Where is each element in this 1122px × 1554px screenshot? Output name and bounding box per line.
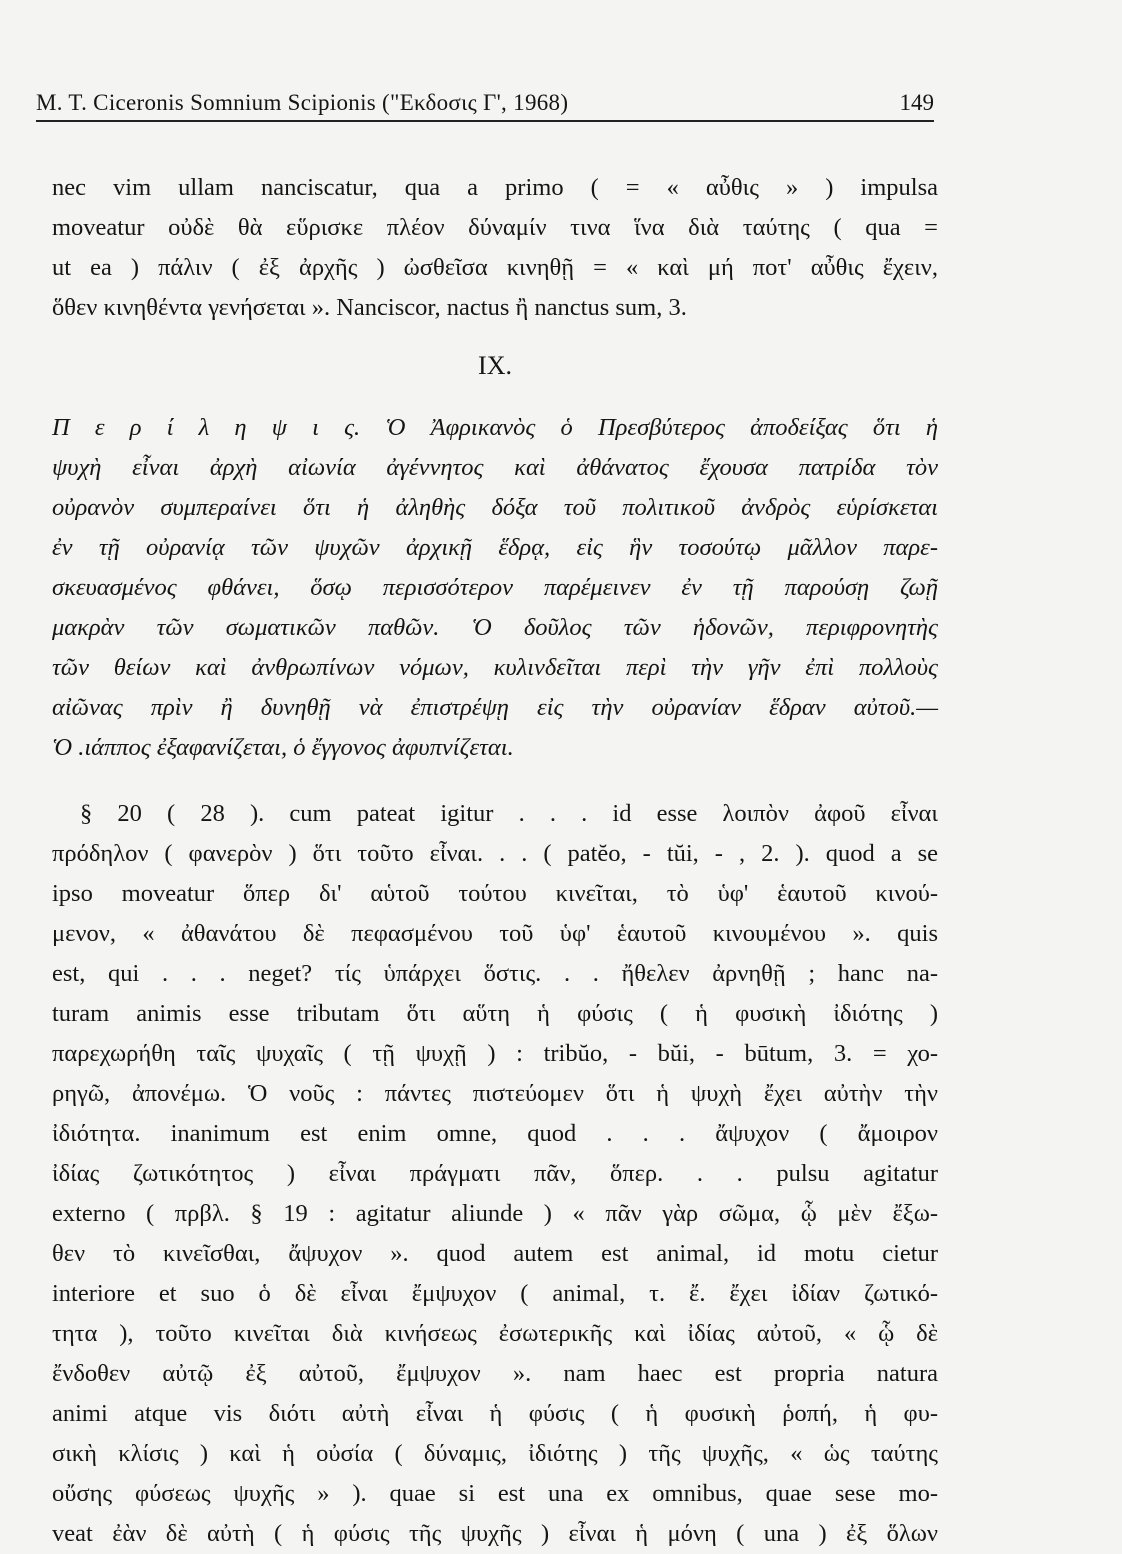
text-line: interiore et suo ὁ δὲ εἶναι ἔμψυχον ( animal, τ. ἔ. ἔχει ἰδίαν ζωτικό- <box>52 1280 938 1307</box>
text-line: ψυχὴ εἶναι ἀρχὴ αἰωνία ἀγέννητος καὶ ἀθάνατος ἔχουσα πατρίδα τὸν <box>52 454 938 481</box>
text-line: παρεχωρήθη ταῖς ψυχαῖς ( τῇ ψυχῇ ) : tribŭo, - bŭi, - būtum, 3. = χο- <box>52 1040 938 1067</box>
text-line: Π ε ρ ί λ η ψ ι ς. Ὁ Ἀφρικανὸς ὁ Πρεσβύτερος ἀποδείξας ὅτι ἡ <box>52 414 938 441</box>
text-line: ἔνδοθεν αὐτῷ ἐξ αὐτοῦ, ἔμψυχον ». nam haec est propria natura <box>52 1360 938 1387</box>
text-line: ipso moveatur ὅπερ δι' αὑτοῦ τούτου κινεῖται, τὸ ὑφ' ἑαυτοῦ κινού- <box>52 880 938 907</box>
page-body <box>52 168 938 1554</box>
text-line: veat ἐὰν δὲ αὐτὴ ( ἡ φύσις τῆς ψυχῆς ) εἶναι ἡ μόνη ( una ) ἐξ ὅλων <box>52 1520 938 1547</box>
running-title: M. T. Ciceronis Somnium Scipionis ("Εκδοσις Γ', 1968) <box>36 90 569 115</box>
text-line: ἰδίας ζωτικότητος ) εἶναι πράγματι πᾶν, ὅπερ. . . pulsu agitatur <box>52 1160 938 1187</box>
text-line: externo ( πρβλ. § 19 : agitatur aliunde ) « πᾶν γὰρ σῶμα, ᾧ μὲν ἔξω- <box>52 1200 938 1227</box>
text-line: ut ea ) πάλιν ( ἐξ ἀρχῆς ) ὠσθεῖσα κινηθῇ = « καὶ μή ποτ' αὖθις ἔχειν, <box>52 254 938 281</box>
text-line: animi atque vis διότι αὐτὴ εἶναι ἡ φύσις ( ἡ φυσικὴ ῥοπή, ἡ φυ- <box>52 1400 938 1427</box>
running-header <box>36 90 934 122</box>
paragraph-section-20 <box>52 794 938 1554</box>
text-line: ρηγῶ, ἀπονέμω. Ὁ νοῦς : πάντες πιστεύομεν ὅτι ἡ ψυχὴ ἔχει αὐτὴν τὴν <box>52 1080 938 1107</box>
text-line: τῶν θείων καὶ ἀνθρωπίνων νόμων, κυλινδεῖται περὶ τὴν γῆν ἐπὶ πολλοὺς <box>52 654 938 681</box>
text-line: ἐν τῇ οὐρανίᾳ τῶν ψυχῶν ἀρχικῇ ἕδρᾳ, εἰς ἣν τοσούτῳ μᾶλλον παρε- <box>52 534 938 561</box>
section-heading: IX. <box>478 351 512 380</box>
text-line: ὅθεν κινηθέντα γενήσεται ». Nanciscor, nactus ἢ nanctus sum, 3. <box>52 294 687 321</box>
text-line: nec vim ullam nanciscatur, qua a primo ( = « αὖθις » ) impulsa <box>52 174 938 201</box>
text-line: οὔσης φύσεως ψυχῆς » ). quae si est una ex omnibus, quae sese mo- <box>52 1480 938 1507</box>
text-line: οὐρανὸν συμπεραίνει ὅτι ἡ ἀληθὴς δόξα τοῦ πολιτικοῦ ἀνδρὸς εὑρίσκεται <box>52 494 938 521</box>
page-number: 149 <box>899 90 934 115</box>
text-line: θεν τὸ κινεῖσθαι, ἄψυχον ». quod autem est animal, id motu cietur <box>52 1240 938 1267</box>
text-line: Ὁ .ιάππος ἐξαφανίζεται, ὁ ἔγγονος ἀφυπνίζεται. <box>52 734 514 761</box>
paragraph-commentary-intro <box>52 168 938 328</box>
text-line: σικὴ κλίσις ) καὶ ἡ οὐσία ( δύναμις, ἰδιότης ) τῆς ψυχῆς, « ὡς ταύτης <box>52 1440 938 1467</box>
text-line: αἰῶνας πρὶν ἢ δυνηθῇ νὰ ἐπιστρέψῃ εἰς τὴν οὐρανίαν ἕδραν αὐτοῦ.— <box>52 694 938 721</box>
text-line: § 20 ( 28 ). cum pateat igitur . . . id esse λοιπὸν ἀφοῦ εἶναι <box>80 800 938 827</box>
text-line: moveatur οὐδὲ θὰ εὕρισκε πλέον δύναμίν τινα ἵνα διὰ ταύτης ( qua = <box>52 214 938 241</box>
text-line: σκευασμένος φθάνει, ὅσῳ περισσότερον παρέμεινεν ἐν τῇ παρούσῃ ζωῇ <box>52 574 938 601</box>
text-line: πρόδηλον ( φανερὸν ) ὅτι τοῦτο εἶναι. . . ( patĕo, - tŭi, - , 2. ). quod a se <box>52 840 938 867</box>
text-line: est, qui . . . neget? τίς ὑπάρχει ὅστις. . . ἤθελεν ἀρνηθῇ ; hanc na- <box>52 960 938 987</box>
text-line: τητα ), τοῦτο κινεῖται διὰ κινήσεως ἐσωτερικῆς καὶ ἰδίας αὐτοῦ, « ᾧ δὲ <box>52 1320 938 1347</box>
text-line: μακρὰν τῶν σωματικῶν παθῶν. Ὁ δοῦλος τῶν ἡδονῶν, περιφρονητὴς <box>52 614 938 641</box>
text-line: turam animis esse tributam ὅτι αὕτη ἡ φύσις ( ἡ φυσικὴ ἰδιότης ) <box>52 1000 938 1027</box>
paragraph-summary <box>52 408 938 768</box>
text-line: ἰδιότητα. inanimum est enim omne, quod . . . ἄψυχον ( ἄμοιρον <box>52 1120 938 1147</box>
text-line: μενον, « ἀθανάτου δὲ πεφασμένου τοῦ ὑφ' ἑαυτοῦ κινουμένου ». quis <box>52 920 938 947</box>
